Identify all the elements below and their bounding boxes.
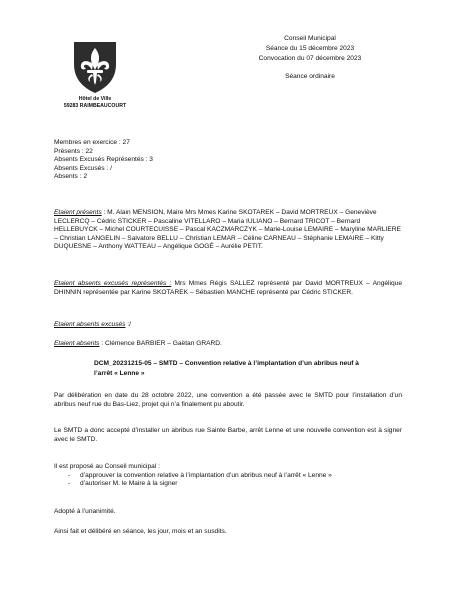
town-postcode-line: 59283 RAIMBEAUCOURT xyxy=(63,103,127,109)
session-header xyxy=(230,34,390,82)
present-count: Présents : 22 xyxy=(54,147,93,155)
absent-list: : Clémence BARBIER – Gaëtan GRARD. xyxy=(99,340,222,347)
present-label: Etaient présents xyxy=(54,209,102,216)
deliberation-title: DCM_20231215-05 – SMTD – Convention relative à l’implantation d’un abribus neuf à l’arrêt « Lenne » xyxy=(94,360,359,377)
proposal-item: - d’autoriser M. le Maire à la signer xyxy=(68,480,402,489)
council-title: Conseil Municipal xyxy=(284,35,336,42)
present-list: : M. Alain MENSION, Maire Mrs Mmes Karine SKOTAREK – David MORTREUX – Geneviève LECLERCQ – Cédric STICKER – Pascaline VITELLARO – Maria IULIANO – Bernard TRICOT – Bernard HELLEBUYCK – Michel COURTECUISSE – Pascal KACZMARCZYK – Marie-Louise LEMAIRE – Maryline MARLIERE – Christian LANGELIN – Salvatore BELLU – Christian LEMAR – Céline CARNEAU – Stéphanie LEMAIRE – Kitty DUQUESNE – Anthony WATTEAU – Angélique GOGÉ – Aurélie PETIT. xyxy=(54,209,401,251)
paragraph-agreement: Le SMTD a donc accepté d’installer un abribus rue Sainte Barbe, arrêt Lenne et une nouvelle convention est à signer avec le SMTD. xyxy=(54,427,402,443)
town-crest-logo xyxy=(72,40,118,94)
excused-count: Absents Excusés : / xyxy=(54,164,112,172)
represented-members xyxy=(54,280,402,297)
absent-count: Absents : 2 xyxy=(54,173,87,181)
represented-count: Absents Excusés Représentés : 3 xyxy=(54,156,153,164)
excused-label: Etaient absents excusés xyxy=(54,321,126,328)
adoption-result: Adopté à l’unanimité. xyxy=(54,508,116,515)
absent-members xyxy=(54,340,402,349)
paragraph-history: Par délibération en date du 28 octobre 2022, une convention a été passée avec le SMTD pour l’installation d’un abribus neuf rue du Bas-Liez, projet qui n’a finalement pu aboutir. xyxy=(54,392,402,408)
excused-members xyxy=(54,321,402,330)
session-type: Séance ordinaire xyxy=(285,73,335,80)
excused-list: :/ xyxy=(125,321,131,328)
proposal-block xyxy=(54,463,402,489)
represented-list: Mrs Mmes Régis SALLEZ représenté par David MORTREUX – Angélique DHINNIN représentée par Karine SKOTAREK – Sébastien MANCHE représenté par Cédric STICKER. xyxy=(54,280,402,296)
represented-label: Etaient absents excusés représentés : xyxy=(54,280,172,287)
absent-label: Etaient absents xyxy=(54,340,100,347)
closing-statement: Ainsi fait et délibéré en séance, les jour, mois et an susdits. xyxy=(54,528,227,535)
members-count: Membres en exercice : 27 xyxy=(54,139,130,146)
proposal-intro: Il est proposé au Conseil municipal : xyxy=(54,463,160,470)
member-counts xyxy=(54,139,402,182)
proposal-list xyxy=(54,472,402,489)
town-hall-line: Hôtel de Ville xyxy=(78,96,112,102)
proposal-item: - d’approuver la convention relative à l’implantation d’un abribus neuf à l’arrêt « Lenne » xyxy=(68,472,402,481)
convocation-date: Convocation du 07 décembre 2023 xyxy=(258,55,362,62)
session-date: Séance du 15 décembre 2023 xyxy=(265,45,355,52)
town-hall-address xyxy=(52,96,138,110)
present-members xyxy=(54,209,402,252)
